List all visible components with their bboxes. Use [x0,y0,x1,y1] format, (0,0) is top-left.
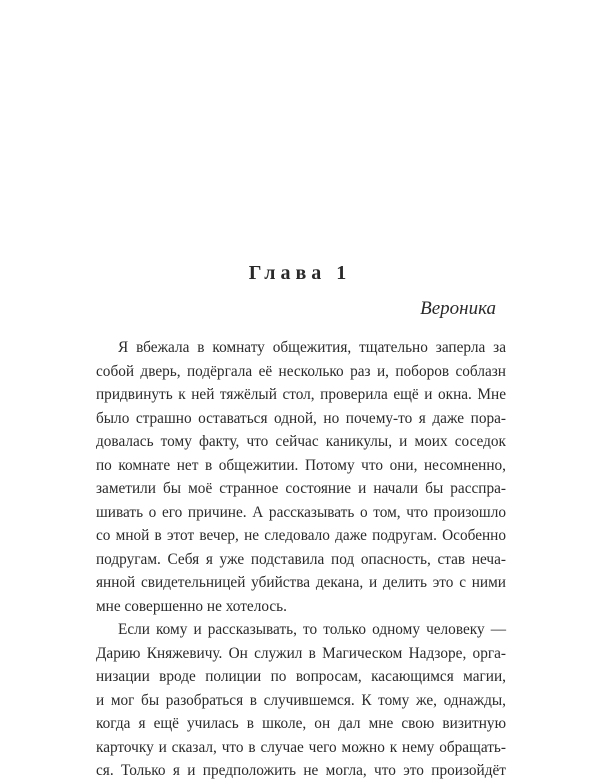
text-line: довалась тому факту, что сейчас каникулы, и моих соседок [96,433,506,450]
text-line: шивать о его причине. А рассказывать о том, что произошло [96,503,506,521]
chapter-subtitle: Вероника [420,298,496,319]
text-line: низации вроде полиции по вопросам, касающимся магии, [96,668,506,685]
text-line: карточку и сказал, что в случае чего можно к нему обращать- [96,738,506,756]
text-line: когда я ещё училась в школе, он дал мне свою визитную [96,715,506,732]
text-line: подругам. Себя я уже подставила под опасность, став неча- [96,550,506,568]
chapter-title: Глава 1 [248,262,352,284]
text-line: придвинуть к ней тяжёлый стол, проверила ещё и окна. Мне [96,386,506,403]
text-line: Если кому и рассказывать, то только одному человеку — [118,621,506,638]
text-line: заметили бы моё странное состояние и начали бы расспра- [96,480,506,497]
text-line: ся. Только я и предположить не могла, что это произойдёт [96,762,506,779]
text-line: Я вбежала в комнату общежития, тщательно заперла за [118,339,506,356]
text-line: мне совершенно не хотелось. [96,597,287,615]
text-line: и мог бы разобраться в случившемся. К тому же, однажды, [96,691,506,709]
text-line: янной свидетельницей убийства декана, и делить это с ними [96,574,506,591]
text-line: по комнате нет в общежитии. Потому что они, несомненно, [96,456,506,474]
text-line: было страшно оставаться одной, но почему-то я даже пора- [96,409,506,427]
text-line: собой дверь, подёргала её несколько раз и, поборов соблазн [96,362,506,380]
text-line: со мной в этот вечер, не следовало даже подругам. Особенно [96,527,506,544]
text-line: Дарию Княжевичу. Он служил в Магическом Надзоре, орга- [96,644,506,662]
body-text [96,336,506,783]
